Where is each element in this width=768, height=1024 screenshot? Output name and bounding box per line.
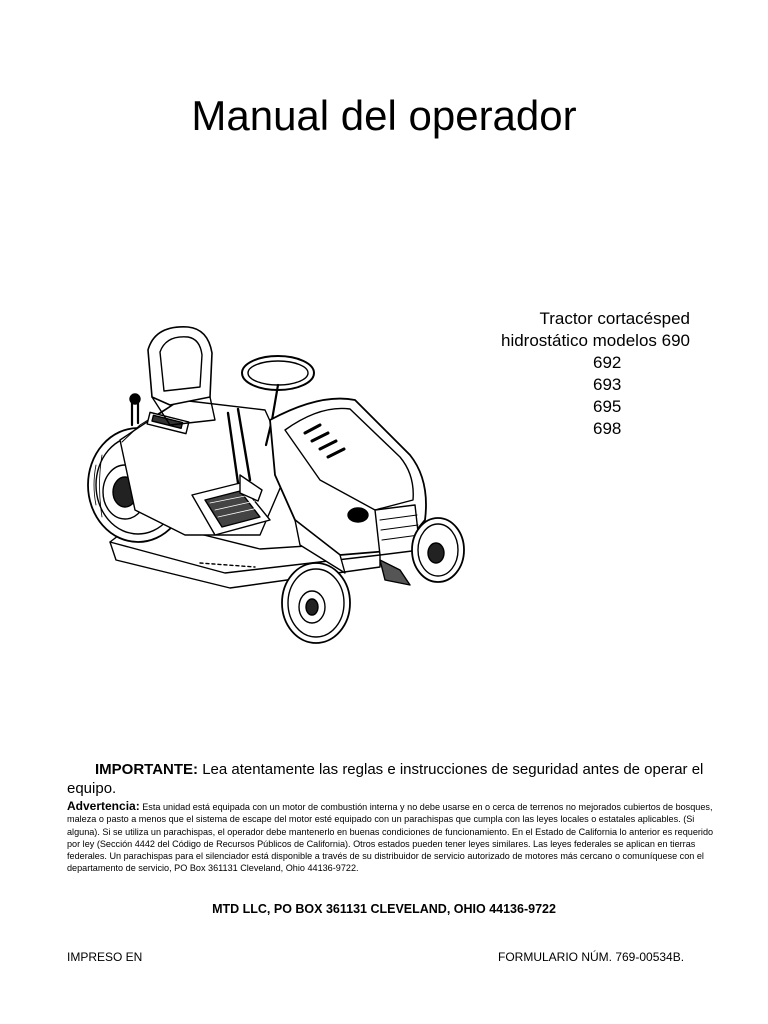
- company-address: MTD LLC, PO BOX 361131 CLEVELAND, OHIO 44136-9722: [212, 902, 556, 916]
- important-label: IMPORTANTE:: [95, 761, 199, 778]
- important-text: Lea atentamente las reglas e instrucciones de seguridad antes de operar el equipo.: [67, 761, 704, 797]
- important-notice: [67, 760, 717, 798]
- printed-in: IMPRESO EN: [67, 950, 143, 964]
- tractor-illustration: [80, 305, 470, 650]
- model-list: [470, 308, 690, 440]
- page-title: Manual del operador: [191, 92, 577, 139]
- model-number: 692: [593, 353, 622, 372]
- product-name-line-1: Tractor cortacésped: [539, 309, 690, 328]
- front-wheel-left: [282, 563, 350, 643]
- warning-notice: [67, 800, 717, 875]
- form-number: FORMULARIO NÚM. 769-00534B.: [498, 950, 685, 964]
- front-wheel-right: [412, 518, 464, 582]
- model-number: 698: [593, 419, 622, 438]
- model-number: 693: [593, 375, 622, 394]
- warning-text: Esta unidad está equipada con un motor de combustión interna y no debe usarse en o cerca de terrenos no mejorados cubiertos de bosques, maleza o pasto a menos que el sistema de escape del motor esté equipado con un parachispas que cumpla con las leyes locales o estatales aplicables. (Si alguna). Si se utiliza un parachispas, el operador debe mantenerlo en buenas condiciones de funcionamiento. En el Estado de California lo anterior es requerido por ley (Sección 4442 del Código de Recursos Públicos de California). Otros estados pueden tener leyes similares. Las leyes federales se aplican en tierras federales. Un parachispas para el silenciador está disponible a través de su distribuidor de servicio autorizado de motores más cercano o comuníquese con el departamento de servicio, PO Box 361131 Cleveland, Ohio 44136-9722.: [67, 802, 714, 874]
- product-name-line-2: hidrostático modelos 690: [500, 331, 690, 350]
- model-number: 695: [593, 397, 622, 416]
- warning-label: Advertencia:: [67, 799, 140, 813]
